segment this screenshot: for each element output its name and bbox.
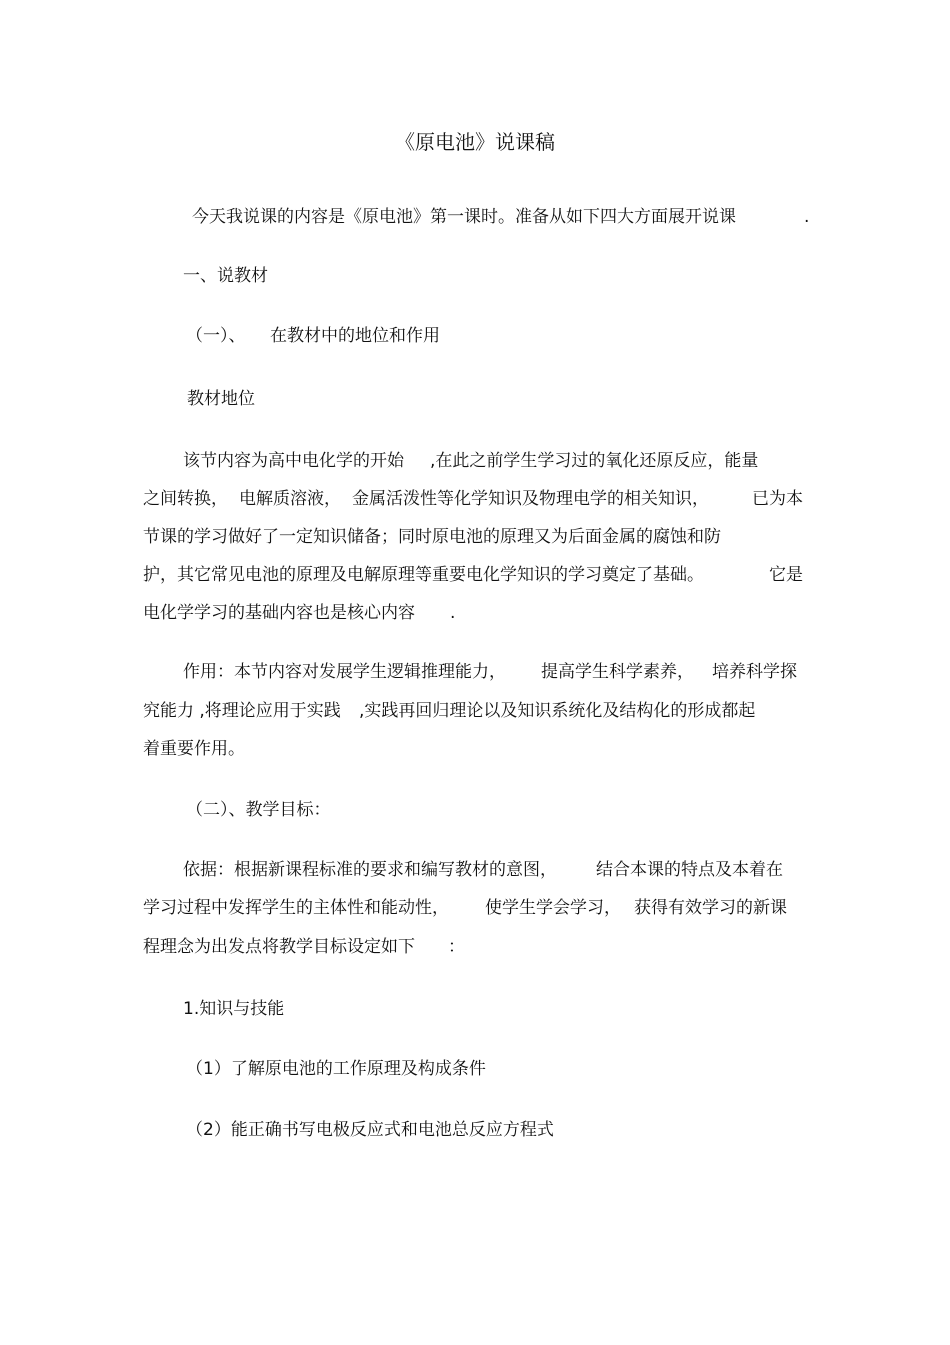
paragraph-line: 究能力 ,将理论应用于实践 xyxy=(143,701,341,721)
subsection-prefix: （一）、 xyxy=(186,326,246,346)
paragraph-line: 已为本 xyxy=(752,489,803,509)
subsection-heading: 在教材中的地位和作用 xyxy=(270,326,440,346)
paragraph-line: 护，其它常见电池的原理及电解原理等重要电化学知识的学习奠定了基础。 xyxy=(143,565,704,585)
paragraph-line: . xyxy=(450,603,456,623)
subsection-heading: （二）、教学目标： xyxy=(186,800,331,820)
position-heading: 教材地位 xyxy=(187,389,255,409)
section-heading: 一、说教材 xyxy=(183,266,268,286)
paragraph-line: 学习过程中发挥学生的主体性和能动性， xyxy=(143,898,449,918)
paragraph-line: 之间转换， xyxy=(143,489,228,509)
paragraph-line: 结合本课的特点及本着在 xyxy=(596,860,783,880)
knowledge-heading: 1.知识与技能 xyxy=(183,999,285,1019)
paragraph-line: 电化学学习的基础内容也是核心内容 xyxy=(143,603,415,623)
intro-end: . xyxy=(804,207,810,227)
paragraph-line: 金属活泼性等化学知识及物理电学的相关知识， xyxy=(352,489,709,509)
paragraph-line: 获得有效学习的新课 xyxy=(634,898,787,918)
paragraph-line: 提高学生科学素养， xyxy=(541,662,694,682)
paragraph-line: 它是 xyxy=(769,565,803,585)
paragraph-line: 电解质溶液， xyxy=(239,489,341,509)
paragraph-line: ,在此之前学生学习过的氧化还原反应，能量 xyxy=(430,451,759,471)
paragraph-line: 使学生学会学习， xyxy=(485,898,621,918)
list-item: （2）能正确书写电极反应式和电池总反应方程式 xyxy=(186,1120,554,1140)
list-item: （1）了解原电池的工作原理及构成条件 xyxy=(186,1059,486,1079)
paragraph-line: 该节内容为高中电化学的开始 xyxy=(183,451,404,471)
paragraph-line: ,实践再回归理论以及知识系统化及结构化的形成都起 xyxy=(359,701,756,721)
page-title: 《原电池》说课稿 xyxy=(395,130,555,154)
paragraph-line: 着重要作用。 xyxy=(143,739,245,759)
paragraph-line: 程理念为出发点将教学目标设定如下 xyxy=(143,937,415,957)
paragraph-line: 依据：根据新课程标准的要求和编写教材的意图， xyxy=(183,860,557,880)
paragraph-line: ： xyxy=(448,937,465,957)
paragraph-line: 作用：本节内容对发展学生逻辑推理能力， xyxy=(183,662,506,682)
intro-text: 今天我说课的内容是《原电池》第一课时。准备从如下四大方面展开说课 xyxy=(192,207,736,227)
paragraph-line: 培养科学探 xyxy=(712,662,797,682)
paragraph-line: 节课的学习做好了一定知识储备；同时原电池的原理又为后面金属的腐蚀和防 xyxy=(143,527,721,547)
